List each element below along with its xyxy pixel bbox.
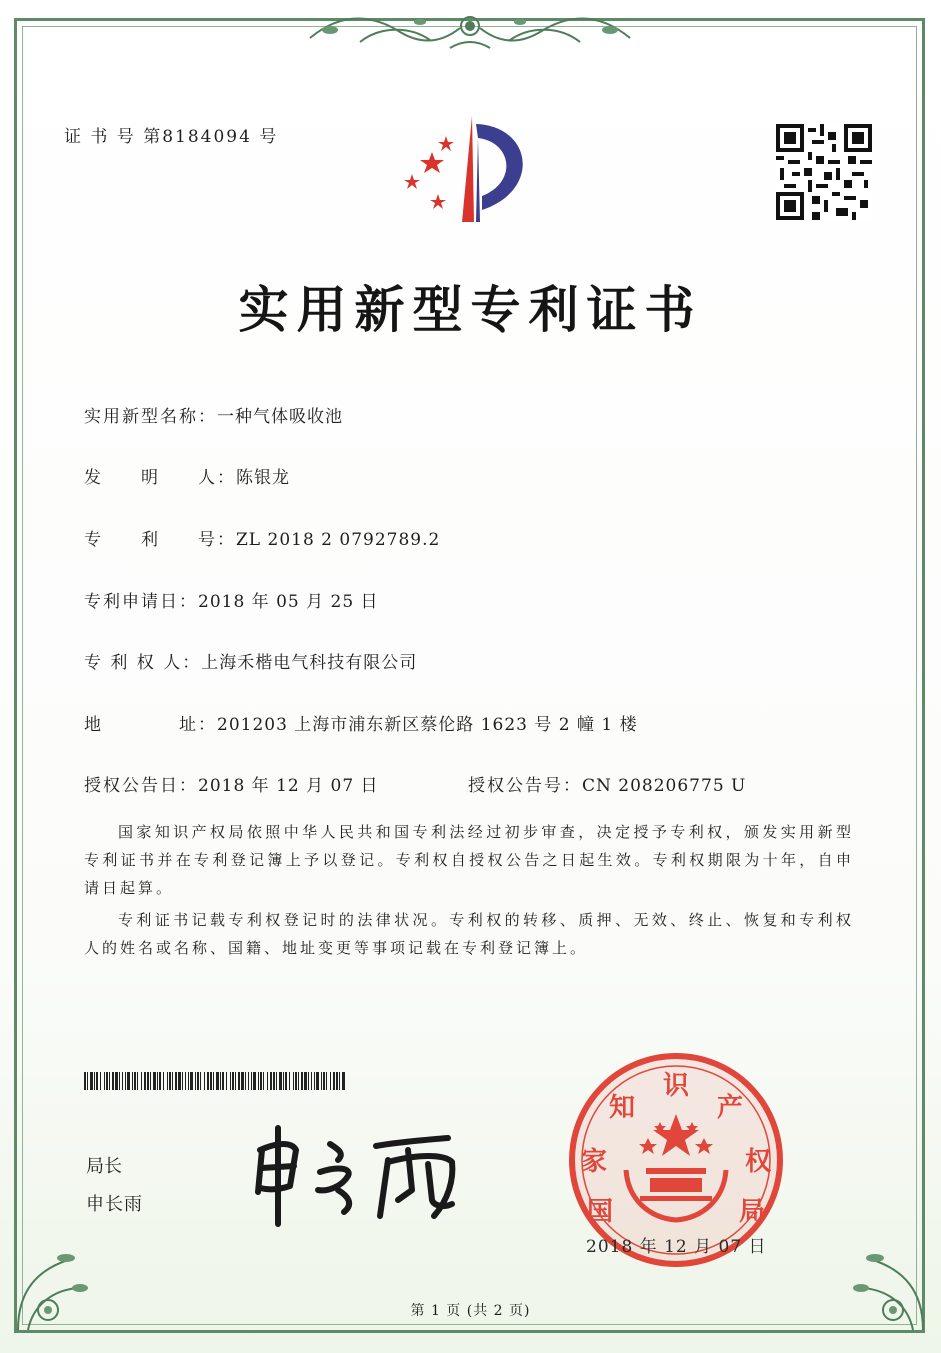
patent-no-value: ZL 2018 2 0792789.2 [236, 530, 441, 550]
barcode-bar [185, 1072, 186, 1090]
barcode-bar [132, 1072, 133, 1090]
barcode-bar [141, 1072, 142, 1090]
utility-name-value: 一种气体吸收池 [217, 407, 343, 427]
barcode-bar [258, 1072, 259, 1090]
barcode-bar [235, 1072, 236, 1090]
barcode-icon [84, 1072, 346, 1090]
barcode-bar [175, 1072, 177, 1090]
barcode-bar [251, 1072, 252, 1090]
barcode-bar [323, 1072, 325, 1090]
qr-code-icon [776, 124, 872, 220]
barcode-bar [253, 1072, 256, 1090]
barcode-bar [330, 1072, 331, 1090]
barcode-bar [293, 1072, 294, 1090]
barcode-bar [270, 1072, 272, 1090]
seal-char-3: 知 [608, 1093, 636, 1123]
seal-char-4: 识 [662, 1071, 690, 1101]
grant-no-label: 授权公告号： [468, 776, 582, 796]
barcode-bar [157, 1072, 158, 1090]
barcode-bar [220, 1072, 221, 1090]
patentee-label: 专 利 权 人： [84, 653, 202, 673]
barcode-bar [87, 1072, 88, 1090]
barcode-bar [144, 1072, 146, 1090]
bottom-left-ornament-icon [8, 1230, 98, 1340]
barcode-bar [172, 1072, 173, 1090]
seal-char-7: 局 [738, 1197, 766, 1227]
inventor-label: 发 明 人： [84, 468, 236, 488]
barcode-bar [314, 1072, 315, 1090]
page-number: 第 1 页 (共 2 页) [410, 1303, 531, 1319]
barcode-bar [311, 1072, 312, 1090]
filing-date-value: 2018 年 05 月 25 日 [198, 592, 379, 612]
barcode-bar [122, 1072, 123, 1090]
barcode-bar [90, 1072, 93, 1090]
seal-char-1: 国 [586, 1197, 614, 1227]
inventor-row [84, 463, 290, 488]
barcode-bar [115, 1072, 118, 1090]
certificate-number-label: 证 书 号 第 [64, 127, 163, 147]
barcode-bar [147, 1072, 149, 1090]
patentee-row [84, 648, 417, 673]
patent-no-label: 专 利 号： [84, 530, 236, 550]
barcode-bar [276, 1072, 277, 1090]
barcode-bar [279, 1072, 282, 1090]
barcode-bar [210, 1072, 212, 1090]
grant-date-row [84, 771, 379, 796]
certificate-number-suffix: 号 [259, 127, 279, 147]
barcode-bar [273, 1072, 275, 1090]
director-title: 局长 [86, 1156, 122, 1177]
barcode-bar [342, 1072, 345, 1090]
barcode-bar [241, 1072, 244, 1090]
barcode-bar [285, 1072, 287, 1090]
barcode-bar [127, 1072, 130, 1090]
barcode-bar [308, 1072, 309, 1090]
barcode-bar [182, 1072, 183, 1090]
grant-date-value: 2018 年 12 月 07 日 [198, 776, 379, 796]
barcode-bar [125, 1072, 126, 1090]
barcode-bar [109, 1072, 110, 1090]
address-value: 201203 上海市浦东新区蔡伦路 1623 号 2 幢 1 楼 [217, 715, 638, 735]
barcode-bar [301, 1072, 303, 1090]
barcode-bar [339, 1072, 340, 1090]
cnipa-logo-icon [392, 112, 552, 232]
filing-date-label: 专利申请日： [84, 592, 198, 612]
barcode-bar [222, 1072, 224, 1090]
barcode-bar [207, 1072, 209, 1090]
top-ornament-icon [300, 8, 640, 56]
barcode-bar [94, 1072, 95, 1090]
handwritten-signature [248, 1120, 478, 1230]
director-name: 申长雨 [86, 1194, 143, 1215]
barcode-bar [134, 1072, 136, 1090]
barcode-bar [321, 1072, 322, 1090]
barcode-bar [289, 1072, 290, 1090]
certificate-number-value: 8184094 [162, 127, 252, 147]
barcode-bar [163, 1072, 164, 1090]
utility-name-row [84, 402, 343, 427]
patent-no-row [84, 525, 440, 550]
barcode-bar [159, 1072, 161, 1090]
seal-date: 2018 年 12 月 07 日 [586, 1237, 767, 1257]
barcode-bar [232, 1072, 234, 1090]
address-label: 地 址： [84, 715, 217, 735]
certificate-number [64, 122, 278, 147]
barcode-bar [96, 1072, 98, 1090]
barcode-bar [153, 1072, 156, 1090]
barcode-bar [230, 1072, 231, 1090]
barcode-bar [326, 1072, 327, 1090]
address-row [84, 710, 638, 735]
barcode-bar [104, 1072, 105, 1090]
barcode-bar [267, 1072, 268, 1090]
certificate-title: 实用新型专利证书 [238, 281, 703, 339]
barcode-bar [84, 1072, 86, 1090]
barcode-bar [169, 1072, 171, 1090]
seal-char-5: 产 [716, 1093, 744, 1123]
barcode-bar [216, 1072, 219, 1090]
barcode-bar [188, 1072, 189, 1090]
barcode-bar [119, 1072, 120, 1090]
barcode-bar [260, 1072, 262, 1090]
barcode-bar [137, 1072, 138, 1090]
utility-name-label: 实用新型名称： [84, 407, 217, 427]
barcode-bar [316, 1072, 319, 1090]
barcode-bar [200, 1072, 201, 1090]
barcode-bar [263, 1072, 264, 1090]
barcode-bar [245, 1072, 246, 1090]
patentee-value: 上海禾楷电气科技有限公司 [201, 653, 418, 673]
barcode-bar [336, 1072, 338, 1090]
barcode-bar [213, 1072, 214, 1090]
inventor-value: 陈银龙 [236, 468, 290, 488]
barcode-bar [190, 1072, 193, 1090]
barcode-bar [112, 1072, 114, 1090]
barcode-bar [283, 1072, 284, 1090]
barcode-bar [304, 1072, 307, 1090]
bottom-right-ornament-icon [843, 1230, 933, 1340]
barcode-bar [204, 1072, 205, 1090]
barcode-bar [238, 1072, 240, 1090]
barcode-bar [100, 1072, 101, 1090]
barcode-bar [195, 1072, 196, 1090]
legal-paragraph-1: 国家知识产权局依照中华人民共和国专利法经过初步审查，决定授予专利权，颁发实用新型专利证书并在专利登记簿上予以登记。专利权自授权公告之日起生效。专利权期限为十年，自申请日起算。 [84, 823, 854, 897]
legal-paragraph-2: 专利证书记载专利权登记时的法律状况。专利权的转移、质押、无效、终止、恢复和专利权人的姓名或名称、国籍、地址变更等事项记载在专利登记簿上。 [84, 911, 854, 957]
grant-no-row [468, 771, 746, 796]
grant-no-value: CN 208206775 U [582, 776, 747, 796]
filing-date-row [84, 587, 379, 612]
barcode-bar [298, 1072, 299, 1090]
barcode-bar [150, 1072, 151, 1090]
barcode-bar [197, 1072, 199, 1090]
barcode-bar [295, 1072, 297, 1090]
barcode-bar [226, 1072, 227, 1090]
barcode-bar [167, 1072, 168, 1090]
barcode-bar [333, 1072, 335, 1090]
barcode-bar [248, 1072, 249, 1090]
seal-char-2: 家 [580, 1147, 608, 1177]
barcode-bar [178, 1072, 181, 1090]
barcode-bar [106, 1072, 108, 1090]
seal-char-6: 权 [744, 1147, 772, 1177]
grant-date-label: 授权公告日： [84, 776, 198, 796]
